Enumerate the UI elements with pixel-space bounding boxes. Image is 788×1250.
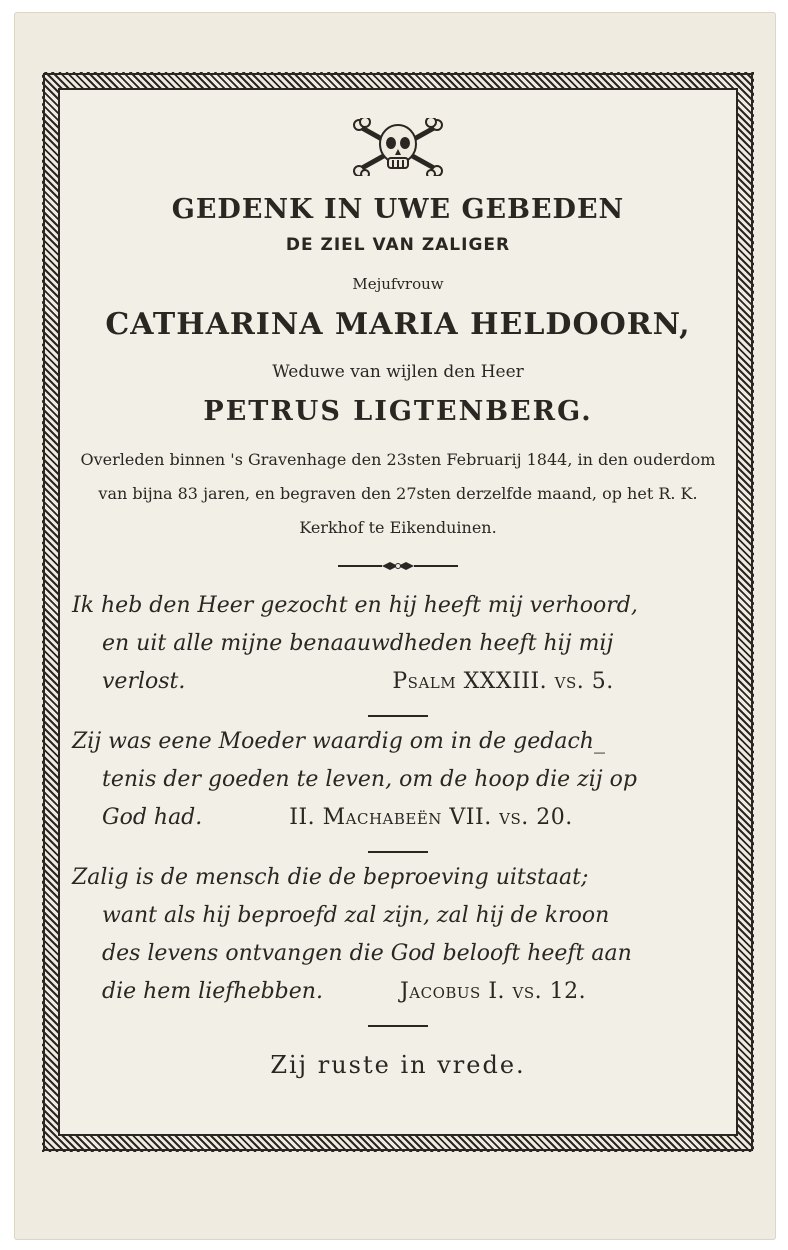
- verse-psalm: [60, 587, 736, 701]
- verse-line: tenis der goeden te leven, om de hoop die zij op: [102, 767, 637, 792]
- verse-line: want als hij beproefd zal zijn, zal hij de kroon: [102, 903, 610, 928]
- verse-line: Zij was eene Moeder waardig om in de gedach_: [72, 729, 605, 754]
- verse-line: en uit alle mijne benaauwdheden heeft hij mij: [102, 631, 614, 656]
- verse-line: des levens ontvangen die God belooft heeft aan: [102, 941, 632, 966]
- verse-line: [72, 799, 724, 837]
- honorific: Mejufvrouw: [352, 275, 444, 293]
- skull-crossbones-icon: [350, 118, 446, 176]
- verse-line-end: die hem liefhebben.: [102, 979, 323, 1004]
- verse-reference: II. Machabeën VII. vs. 20.: [289, 805, 573, 830]
- verse-reference: Jacobus I. vs. 12.: [399, 979, 587, 1004]
- verse-jacobus: [60, 859, 736, 1011]
- soul-subheading: DE ZIEL VAN ZALIGER: [285, 235, 511, 255]
- verse-line: Ik heb den Heer gezocht en hij heeft mij verhoord,: [72, 593, 638, 618]
- verse-machabees: [60, 723, 736, 837]
- verse-line: [72, 663, 724, 701]
- divider-rule: [368, 851, 428, 853]
- divider-rule: [368, 715, 428, 717]
- verse-reference: Psalm XXXIII. vs. 5.: [392, 669, 614, 694]
- verse-line: Zalig is de mensch die de beproeving uitstaat;: [72, 865, 589, 890]
- card-content: [60, 90, 736, 1079]
- deceased-name: CATHARINA MARIA HELDOORN,: [105, 307, 691, 342]
- verse-line-end: God had.: [102, 805, 203, 830]
- death-details: Overleden binnen 's Gravenhage den 23sten Februarij 1844, in den ouderdom van bijna 83 jaren, en begraven den 27sten derzelfde maand, op het R. K. Kerkhof te Eikenduinen.: [80, 450, 716, 537]
- verse-line: [72, 973, 724, 1011]
- divider-rule: [368, 1025, 428, 1027]
- spouse-name: PETRUS LIGTENBERG.: [203, 396, 593, 427]
- closing-blessing: Zij ruste in vrede.: [270, 1051, 526, 1079]
- prayer-heading: GEDENK IN UWE GEBEDEN: [171, 194, 625, 225]
- ornament-divider-icon: [336, 559, 460, 573]
- relation-line: Weduwe van wijlen den Heer: [272, 362, 524, 382]
- verse-line-end: verlost.: [102, 669, 186, 694]
